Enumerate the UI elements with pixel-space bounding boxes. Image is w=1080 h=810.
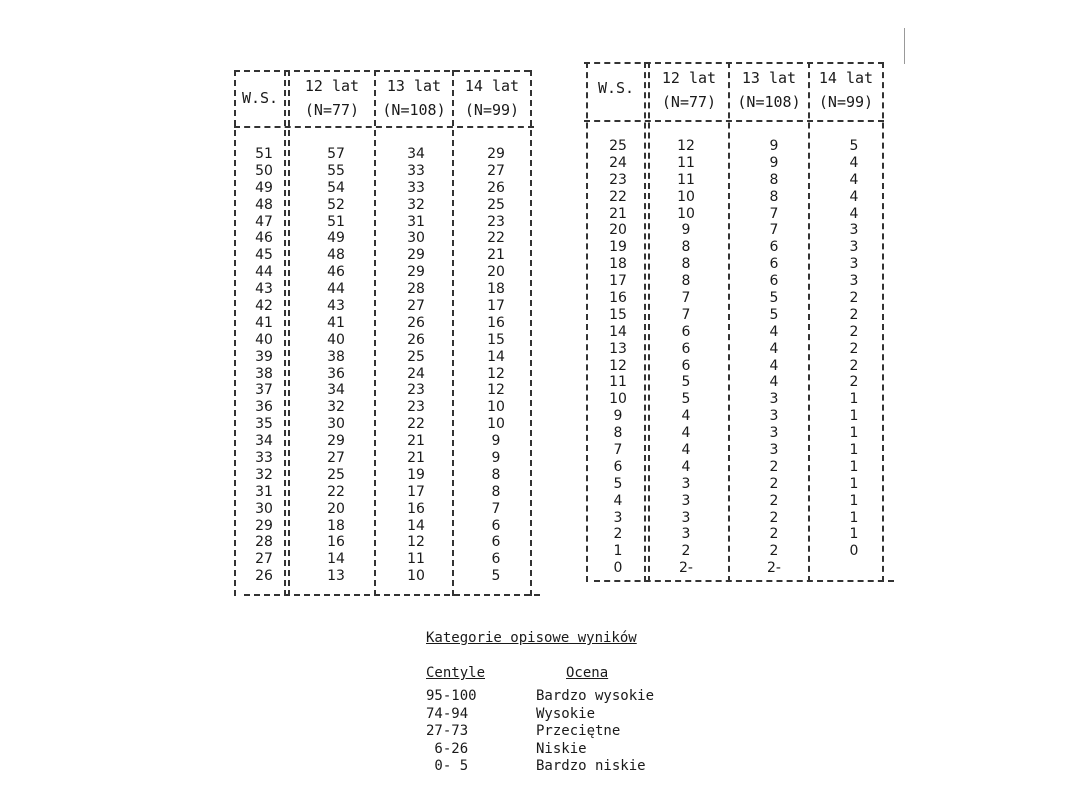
value-cell-14-lat: 4 bbox=[849, 205, 859, 222]
value-cell-14-lat: 22 bbox=[487, 230, 505, 247]
value-cell-13-lat: 33 bbox=[407, 179, 425, 196]
ocena-label: Bardzo wysokie bbox=[536, 688, 655, 704]
left-header-14-n: (N=99) bbox=[464, 101, 520, 119]
value-cell-14-lat: 1 bbox=[849, 425, 859, 442]
value-cell-13-lat: 2 bbox=[769, 526, 779, 543]
value-cell-12-lat: 20 bbox=[327, 500, 345, 517]
value-cell-12-lat: 14 bbox=[327, 551, 345, 568]
value-cell-14-lat: 9 bbox=[491, 450, 501, 467]
value-cell-13-lat: 22 bbox=[407, 416, 425, 433]
value-cell-12-lat: 2- bbox=[679, 560, 693, 577]
ws-cell: 32 bbox=[255, 466, 273, 483]
value-cell-14-lat: 1 bbox=[849, 475, 859, 492]
ws-cell: 46 bbox=[255, 230, 273, 247]
ws-cell: 36 bbox=[255, 399, 273, 416]
value-cell-12-lat: 27 bbox=[327, 450, 345, 467]
value-cell-14-lat: 4 bbox=[849, 171, 859, 188]
ws-cell: 45 bbox=[255, 247, 273, 264]
ws-cell: 7 bbox=[613, 442, 623, 459]
value-cell-12-lat: 32 bbox=[327, 399, 345, 416]
right-header-12-n: (N=77) bbox=[661, 93, 717, 111]
value-cell-14-lat: 1 bbox=[849, 509, 859, 526]
value-cell-14-lat: 1 bbox=[849, 458, 859, 475]
ws-cell: 33 bbox=[255, 450, 273, 467]
ws-cell: 11 bbox=[609, 374, 627, 391]
ws-cell: 21 bbox=[609, 205, 627, 222]
centyle-range: 27-73 bbox=[426, 723, 469, 739]
value-cell-14-lat: 4 bbox=[849, 154, 859, 171]
right-header-ws: W.S. bbox=[597, 79, 635, 97]
value-cell-13-lat: 3 bbox=[769, 442, 779, 459]
value-cell-13-lat: 23 bbox=[407, 399, 425, 416]
value-cell-12-lat: 6 bbox=[681, 357, 691, 374]
value-cell-12-lat: 12 bbox=[677, 138, 695, 154]
right-table-bottom-border bbox=[594, 580, 894, 582]
centyle-range: 74-94 bbox=[426, 705, 469, 722]
value-cell-13-lat: 19 bbox=[407, 466, 425, 483]
left-header-12-n: (N=77) bbox=[304, 101, 360, 119]
left-header-13-age: 13 lat bbox=[386, 77, 442, 95]
value-cell-13-lat: 3 bbox=[769, 391, 779, 408]
value-cell-12-lat: 44 bbox=[327, 281, 345, 298]
value-cell-12-lat: 5 bbox=[681, 391, 691, 408]
value-cell-13-lat: 21 bbox=[407, 450, 425, 467]
value-cell-13-lat: 4 bbox=[769, 323, 779, 340]
ws-cell: 25 bbox=[609, 138, 627, 154]
value-cell-13-lat: 5 bbox=[769, 290, 779, 307]
value-cell-14-lat: 3 bbox=[849, 256, 859, 273]
value-cell-14-lat: 2 bbox=[849, 323, 859, 340]
centyle-range: 6-26 bbox=[426, 740, 469, 757]
value-cell-14-lat: 12 bbox=[487, 382, 505, 399]
value-cell-12-lat: 13 bbox=[327, 568, 345, 585]
value-cell-13-lat: 4 bbox=[769, 340, 779, 357]
value-cell-12-lat: 4 bbox=[681, 458, 691, 475]
right-header-14-age: 14 lat bbox=[818, 69, 874, 87]
ws-cell: 22 bbox=[609, 188, 627, 205]
value-cell-12-lat: 6 bbox=[681, 323, 691, 340]
ws-cell: 51 bbox=[255, 146, 273, 162]
centyle-range: 0- 5 bbox=[426, 758, 469, 774]
value-cell-13-lat: 6 bbox=[769, 273, 779, 290]
value-cell-13-lat: 2- bbox=[767, 560, 781, 577]
ws-cell: 3 bbox=[613, 509, 623, 526]
ws-cell: 12 bbox=[609, 357, 627, 374]
ocena-header: Ocena bbox=[566, 665, 609, 681]
left-table-top-border bbox=[234, 70, 530, 72]
value-cell-13-lat: 8 bbox=[769, 188, 779, 205]
left-table-border-left bbox=[234, 70, 236, 596]
ws-cell: 31 bbox=[255, 483, 273, 500]
value-cell-13-lat: 14 bbox=[407, 517, 425, 534]
value-cell-13-lat: 2 bbox=[769, 475, 779, 492]
value-cell-14-lat bbox=[818, 560, 890, 577]
value-cell-13-lat: 2 bbox=[769, 458, 779, 475]
ws-cell: 30 bbox=[255, 500, 273, 517]
value-cell-14-lat: 3 bbox=[849, 273, 859, 290]
right-table-top-border bbox=[584, 62, 884, 64]
value-cell-12-lat: 40 bbox=[327, 331, 345, 348]
ws-cell: 47 bbox=[255, 213, 273, 230]
value-cell-14-lat: 12 bbox=[487, 365, 505, 382]
value-cell-13-lat: 30 bbox=[407, 230, 425, 247]
ws-cell: 5 bbox=[613, 475, 623, 492]
value-cell-12-lat: 22 bbox=[327, 483, 345, 500]
value-cell-12-lat: 46 bbox=[327, 264, 345, 281]
left-table-divider-2 bbox=[374, 70, 376, 596]
value-cell-12-lat: 4 bbox=[681, 425, 691, 442]
left-header-14-age: 14 lat bbox=[464, 77, 520, 95]
value-cell-14-lat: 29 bbox=[487, 146, 505, 162]
right-header-12-age: 12 lat bbox=[661, 69, 717, 87]
value-cell-14-lat: 1 bbox=[849, 408, 859, 425]
value-cell-13-lat: 6 bbox=[769, 256, 779, 273]
left-table-header-divider bbox=[234, 126, 534, 128]
value-cell-12-lat: 2 bbox=[681, 543, 691, 560]
value-cell-14-lat: 18 bbox=[487, 281, 505, 298]
value-cell-12-lat: 41 bbox=[327, 314, 345, 331]
value-cell-14-lat: 1 bbox=[849, 442, 859, 459]
ws-cell: 42 bbox=[255, 298, 273, 315]
value-cell-14-lat: 6 bbox=[491, 534, 501, 551]
value-cell-13-lat: 7 bbox=[769, 205, 779, 222]
value-cell-14-lat: 2 bbox=[849, 306, 859, 323]
value-cell-12-lat: 43 bbox=[327, 298, 345, 315]
value-cell-12-lat: 11 bbox=[677, 154, 695, 171]
value-cell-14-lat: 2 bbox=[849, 357, 859, 374]
right-table-border-left bbox=[586, 62, 588, 582]
ws-cell: 15 bbox=[609, 306, 627, 323]
left-ws-column bbox=[244, 146, 284, 585]
ws-cell: 4 bbox=[613, 492, 623, 509]
value-cell-12-lat: 25 bbox=[327, 466, 345, 483]
value-cell-14-lat: 14 bbox=[487, 348, 505, 365]
value-cell-13-lat: 29 bbox=[407, 264, 425, 281]
value-cell-14-lat: 1 bbox=[849, 391, 859, 408]
value-cell-14-lat: 21 bbox=[487, 247, 505, 264]
ws-cell: 2 bbox=[613, 526, 623, 543]
value-cell-14-lat: 23 bbox=[487, 213, 505, 230]
ws-cell: 29 bbox=[255, 517, 273, 534]
value-cell-14-lat: 2 bbox=[849, 374, 859, 391]
value-cell-14-lat: 0 bbox=[849, 543, 859, 560]
value-cell-14-lat: 2 bbox=[849, 340, 859, 357]
value-cell-12-lat: 18 bbox=[327, 517, 345, 534]
value-cell-14-lat: 5 bbox=[849, 138, 859, 154]
value-cell-12-lat: 48 bbox=[327, 247, 345, 264]
centyle-column bbox=[426, 688, 477, 776]
value-cell-13-lat: 5 bbox=[769, 306, 779, 323]
value-cell-12-lat: 30 bbox=[327, 416, 345, 433]
value-cell-13-lat: 33 bbox=[407, 162, 425, 179]
value-cell-13-lat: 24 bbox=[407, 365, 425, 382]
ws-cell: 44 bbox=[255, 264, 273, 281]
ws-cell: 43 bbox=[255, 281, 273, 298]
value-cell-14-lat: 25 bbox=[487, 196, 505, 213]
ws-cell: 23 bbox=[609, 171, 627, 188]
ws-cell: 16 bbox=[609, 290, 627, 307]
left-table-divider-1 bbox=[284, 70, 286, 596]
value-cell-13-lat: 10 bbox=[407, 568, 425, 585]
value-cell-13-lat: 29 bbox=[407, 247, 425, 264]
value-cell-14-lat: 10 bbox=[487, 416, 505, 433]
value-cell-13-lat: 26 bbox=[407, 314, 425, 331]
ocena-label: Przeciętne bbox=[536, 723, 621, 739]
value-cell-13-lat: 31 bbox=[407, 213, 425, 230]
value-cell-13-lat: 28 bbox=[407, 281, 425, 298]
right-header-13-age: 13 lat bbox=[741, 69, 797, 87]
right-table-header-divider bbox=[584, 120, 884, 122]
value-cell-12-lat: 54 bbox=[327, 179, 345, 196]
ws-cell: 0 bbox=[613, 560, 623, 577]
centyle-range: 95-100 bbox=[426, 688, 477, 704]
value-cell-12-lat: 29 bbox=[327, 433, 345, 450]
value-cell-13-lat: 17 bbox=[407, 483, 425, 500]
value-cell-14-lat: 16 bbox=[487, 314, 505, 331]
ws-cell: 27 bbox=[255, 551, 273, 568]
left-header-12-age: 12 lat bbox=[304, 77, 360, 95]
ws-cell: 10 bbox=[609, 391, 627, 408]
right-table-divider-2 bbox=[728, 62, 730, 582]
ocena-label: Niskie bbox=[536, 740, 587, 757]
ws-cell: 41 bbox=[255, 314, 273, 331]
right-table-divider-1 bbox=[644, 62, 646, 582]
right-header-14-n: (N=99) bbox=[818, 93, 874, 111]
value-cell-13-lat: 2 bbox=[769, 492, 779, 509]
ws-cell: 17 bbox=[609, 273, 627, 290]
value-cell-12-lat: 3 bbox=[681, 526, 691, 543]
value-cell-13-lat: 21 bbox=[407, 433, 425, 450]
value-cell-14-lat: 27 bbox=[487, 162, 505, 179]
ws-cell: 19 bbox=[609, 239, 627, 256]
centyle-header: Centyle bbox=[426, 665, 486, 681]
value-cell-14-lat: 9 bbox=[491, 433, 501, 450]
value-cell-12-lat: 3 bbox=[681, 492, 691, 509]
left-table-divider-1b bbox=[288, 70, 290, 596]
ws-cell: 40 bbox=[255, 331, 273, 348]
ws-cell: 39 bbox=[255, 348, 273, 365]
ws-cell: 1 bbox=[613, 543, 623, 560]
value-cell-13-lat: 27 bbox=[407, 298, 425, 315]
value-cell-12-lat: 11 bbox=[677, 171, 695, 188]
value-cell-14-lat: 5 bbox=[491, 568, 501, 585]
value-cell-13-lat: 2 bbox=[769, 509, 779, 526]
ws-cell: 48 bbox=[255, 196, 273, 213]
value-cell-12-lat: 55 bbox=[327, 162, 345, 179]
value-cell-12-lat: 57 bbox=[327, 146, 345, 162]
value-cell-14-lat: 6 bbox=[491, 517, 501, 534]
value-cell-14-lat: 3 bbox=[849, 239, 859, 256]
value-cell-13-lat: 11 bbox=[407, 551, 425, 568]
ws-cell: 18 bbox=[609, 256, 627, 273]
value-cell-14-lat: 6 bbox=[491, 551, 501, 568]
ocena-label: Bardzo niskie bbox=[536, 758, 646, 774]
left-12-lat-column bbox=[300, 146, 372, 585]
value-cell-12-lat: 9 bbox=[681, 222, 691, 239]
right-header-13-n: (N=108) bbox=[737, 93, 801, 111]
value-cell-12-lat: 4 bbox=[681, 442, 691, 459]
value-cell-14-lat: 2 bbox=[849, 290, 859, 307]
value-cell-12-lat: 52 bbox=[327, 196, 345, 213]
ocena-column bbox=[536, 688, 654, 776]
ws-cell: 8 bbox=[613, 425, 623, 442]
value-cell-12-lat: 3 bbox=[681, 509, 691, 526]
value-cell-14-lat: 17 bbox=[487, 298, 505, 315]
value-cell-12-lat: 10 bbox=[677, 205, 695, 222]
ws-cell: 14 bbox=[609, 323, 627, 340]
value-cell-12-lat: 7 bbox=[681, 306, 691, 323]
value-cell-12-lat: 8 bbox=[681, 239, 691, 256]
value-cell-13-lat: 8 bbox=[769, 171, 779, 188]
value-cell-13-lat: 9 bbox=[769, 138, 779, 154]
value-cell-13-lat: 4 bbox=[769, 374, 779, 391]
categories-title: Kategorie opisowe wyników bbox=[426, 630, 637, 646]
value-cell-12-lat: 6 bbox=[681, 340, 691, 357]
ws-cell: 38 bbox=[255, 365, 273, 382]
value-cell-14-lat: 3 bbox=[849, 222, 859, 239]
value-cell-14-lat: 1 bbox=[849, 492, 859, 509]
value-cell-12-lat: 8 bbox=[681, 256, 691, 273]
left-header-13-n: (N=108) bbox=[382, 101, 446, 119]
value-cell-12-lat: 51 bbox=[327, 213, 345, 230]
value-cell-13-lat: 16 bbox=[407, 500, 425, 517]
ws-cell: 9 bbox=[613, 408, 623, 425]
value-cell-14-lat: 4 bbox=[849, 188, 859, 205]
value-cell-12-lat: 10 bbox=[677, 188, 695, 205]
value-cell-12-lat: 16 bbox=[327, 534, 345, 551]
value-cell-14-lat: 20 bbox=[487, 264, 505, 281]
value-cell-13-lat: 6 bbox=[769, 239, 779, 256]
left-14-lat-column bbox=[460, 146, 532, 585]
page-margin-mark bbox=[904, 28, 905, 64]
value-cell-13-lat: 32 bbox=[407, 196, 425, 213]
ws-cell: 26 bbox=[255, 568, 273, 585]
value-cell-14-lat: 1 bbox=[849, 526, 859, 543]
value-cell-12-lat: 36 bbox=[327, 365, 345, 382]
value-cell-13-lat: 4 bbox=[769, 357, 779, 374]
value-cell-14-lat: 7 bbox=[491, 500, 501, 517]
value-cell-14-lat: 8 bbox=[491, 466, 501, 483]
left-header-ws: W.S. bbox=[241, 89, 279, 107]
value-cell-12-lat: 3 bbox=[681, 475, 691, 492]
ws-cell: 49 bbox=[255, 179, 273, 196]
value-cell-12-lat: 8 bbox=[681, 273, 691, 290]
right-12-lat-column bbox=[650, 138, 722, 577]
ws-cell: 24 bbox=[609, 154, 627, 171]
value-cell-14-lat: 26 bbox=[487, 179, 505, 196]
value-cell-13-lat: 3 bbox=[769, 408, 779, 425]
value-cell-13-lat: 9 bbox=[769, 154, 779, 171]
right-14-lat-column bbox=[818, 138, 890, 577]
value-cell-13-lat: 3 bbox=[769, 425, 779, 442]
left-table-divider-3 bbox=[452, 70, 454, 596]
ws-cell: 6 bbox=[613, 458, 623, 475]
value-cell-13-lat: 26 bbox=[407, 331, 425, 348]
value-cell-14-lat: 10 bbox=[487, 399, 505, 416]
value-cell-12-lat: 34 bbox=[327, 382, 345, 399]
left-13-lat-column bbox=[380, 146, 452, 585]
value-cell-13-lat: 23 bbox=[407, 382, 425, 399]
value-cell-13-lat: 25 bbox=[407, 348, 425, 365]
ws-cell: 35 bbox=[255, 416, 273, 433]
right-ws-column bbox=[598, 138, 638, 577]
ocena-label: Wysokie bbox=[536, 705, 596, 722]
value-cell-12-lat: 4 bbox=[681, 408, 691, 425]
ws-cell: 50 bbox=[255, 162, 273, 179]
value-cell-13-lat: 2 bbox=[769, 543, 779, 560]
value-cell-14-lat: 8 bbox=[491, 483, 501, 500]
ws-cell: 13 bbox=[609, 340, 627, 357]
value-cell-12-lat: 49 bbox=[327, 230, 345, 247]
value-cell-13-lat: 12 bbox=[407, 534, 425, 551]
ws-cell: 34 bbox=[255, 433, 273, 450]
value-cell-13-lat: 7 bbox=[769, 222, 779, 239]
value-cell-12-lat: 5 bbox=[681, 374, 691, 391]
value-cell-12-lat: 38 bbox=[327, 348, 345, 365]
value-cell-12-lat: 7 bbox=[681, 290, 691, 307]
value-cell-13-lat: 34 bbox=[407, 146, 425, 162]
ws-cell: 28 bbox=[255, 534, 273, 551]
right-13-lat-column bbox=[738, 138, 810, 577]
value-cell-14-lat: 15 bbox=[487, 331, 505, 348]
ws-cell: 20 bbox=[609, 222, 627, 239]
ws-cell: 37 bbox=[255, 382, 273, 399]
